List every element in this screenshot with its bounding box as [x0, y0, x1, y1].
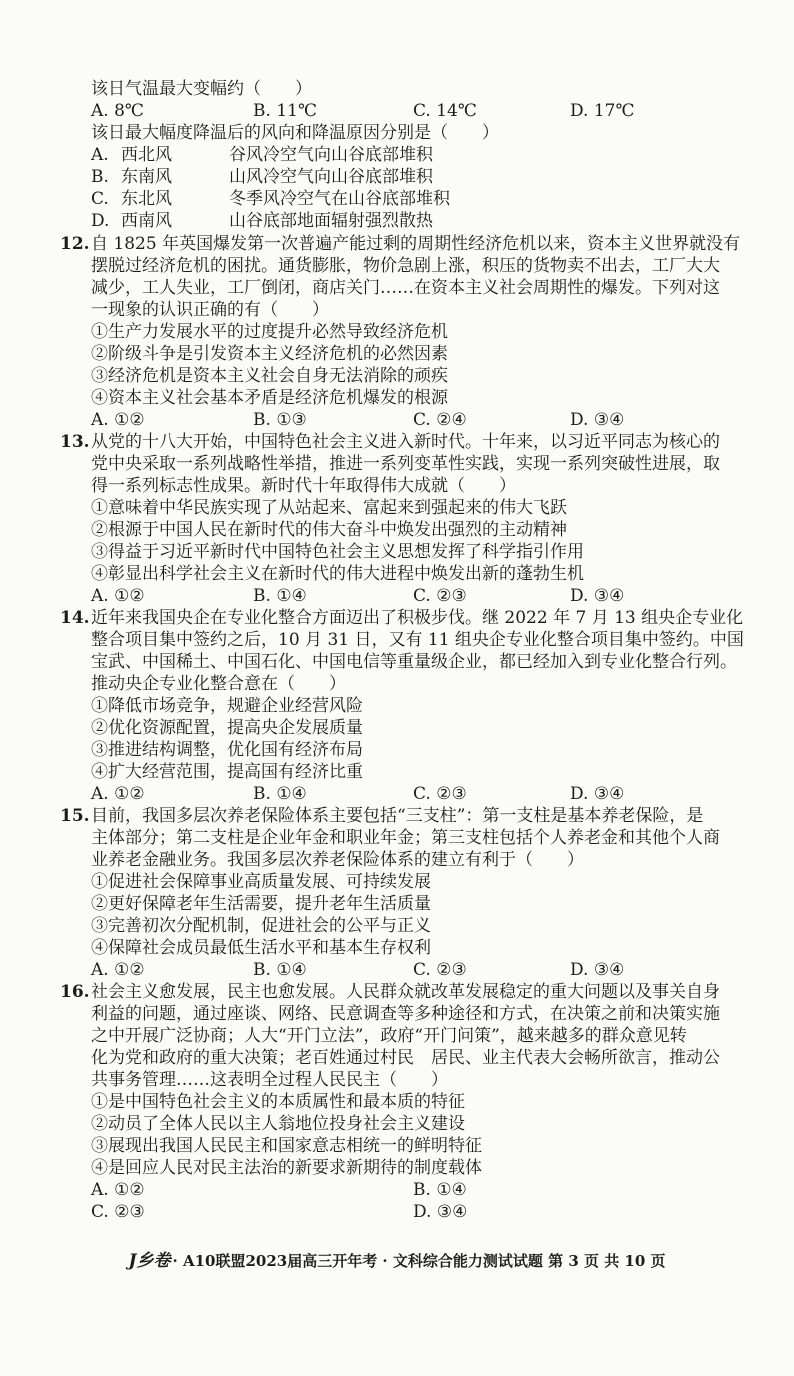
option-text: ①④ — [276, 586, 307, 606]
option-label: B. — [253, 960, 271, 980]
statement-item: ①促进社会保障事业高质量发展、可持续发展 — [91, 872, 431, 892]
question-stem-line: 之中开展广泛协商；人大“开门立法”，政府“开门问策”，越来越多的群众意见转 — [91, 1026, 687, 1046]
option-label: C. — [413, 784, 431, 804]
option-b — [253, 100, 317, 122]
question-stem-line: 得一系列标志性成果。新时代十年取得伟大成就（ ） — [91, 476, 516, 496]
option-text: ①② — [114, 784, 145, 804]
publisher-logo: J乡卷 — [128, 1251, 171, 1271]
option-text: ①② — [114, 960, 145, 980]
option-text: ①② — [114, 1180, 145, 1200]
statement-item: ①是中国特色社会主义的本质属性和最本质的特征 — [91, 1092, 465, 1112]
option-wind: 西南风 — [121, 211, 172, 231]
question-stem-line: 整合项目集中签约之后，10 月 31 日，又有 11 组央企专业化整合项目集中签约。中国 — [91, 630, 744, 650]
statement-item: ③完善初次分配机制，促进社会的公平与正义 — [91, 916, 431, 936]
statement-item: ③经济危机是资本主义社会自身无法消除的顽疾 — [91, 366, 448, 386]
statement-item: ①生产力发展水平的过度提升必然导致经济危机 — [91, 322, 448, 342]
option-a — [91, 100, 144, 122]
statement-item: ③得益于习近平新时代中国特色社会主义思想发挥了科学指引作用 — [91, 542, 584, 562]
option-text: ①② — [114, 586, 145, 606]
option-text: ③④ — [436, 1202, 468, 1222]
question-number: 14. — [60, 608, 90, 628]
option-text: ②③ — [436, 586, 467, 606]
option-label: C. — [413, 960, 431, 980]
option-d — [413, 1201, 467, 1223]
option-label: C. — [91, 189, 109, 209]
option-label: D. — [413, 1202, 432, 1222]
option-label: D. — [570, 101, 589, 121]
option-d — [570, 585, 624, 607]
option-c — [413, 585, 467, 607]
option-a — [91, 144, 433, 166]
option-text: 11℃ — [276, 101, 317, 121]
question-stem: 该日气温最大变幅约（ ） — [91, 79, 312, 99]
question-number: 16. — [60, 982, 90, 1002]
question-stem-line: 化为党和政府的重大决策；老百姓通过村民 居民、业主代表大会畅所欲言，推动公 — [91, 1048, 720, 1068]
option-b — [253, 959, 307, 981]
option-label: D. — [570, 960, 589, 980]
question-stem-line: 主体部分；第二支柱是企业年金和职业年金；第三支柱包括个人养老金和其他个人商 — [91, 828, 720, 848]
statement-item: ④是回应人民对民主法治的新要求新期待的制度载体 — [91, 1158, 482, 1178]
question-stem-line: 近年来我国央企在专业化整合方面迈出了积极步伐。继 2022 年 7 月 13 组央企专业化 — [91, 608, 744, 628]
option-reason: 山谷底部地面辐射强烈散热 — [229, 211, 433, 231]
statement-item: ①降低市场竞争，规避企业经营风险 — [91, 696, 363, 716]
option-text: ①③ — [276, 410, 307, 430]
option-label: D. — [91, 211, 110, 231]
option-wind: 西北风 — [121, 145, 172, 165]
option-b — [91, 166, 433, 188]
statement-item: ④资本主义社会基本矛盾是经济危机爆发的根源 — [91, 388, 448, 408]
option-text: ③④ — [593, 586, 625, 606]
option-label: D. — [570, 784, 589, 804]
option-label: A. — [91, 145, 109, 165]
question-number: 13. — [60, 432, 90, 452]
option-a — [91, 783, 145, 805]
option-d — [570, 959, 624, 981]
option-label: B. — [253, 101, 271, 121]
question-stem-line: 一现象的认识正确的有（ ） — [91, 300, 329, 320]
statement-item: ②更好保障老年生活需要，提升老年生活质量 — [91, 894, 431, 914]
option-label: B. — [253, 784, 271, 804]
option-b — [253, 585, 307, 607]
option-c — [413, 100, 477, 122]
option-a — [91, 959, 145, 981]
option-reason: 山风冷空气向山谷底部堆积 — [229, 167, 433, 187]
option-c — [413, 409, 467, 431]
question-stem-line: 党中央采取一系列战略性举措，推进一系列变革性实践，实现一系列突破性进展，取 — [91, 454, 720, 474]
option-label: C. — [413, 586, 431, 606]
question-stem-line: 利益的问题，通过座谈、网络、民意调查等多种途径和方式，在决策之前和决策实施 — [91, 1004, 720, 1024]
option-c — [91, 1201, 145, 1223]
option-text: ②③ — [436, 960, 467, 980]
option-c — [413, 959, 467, 981]
option-text: ②③ — [436, 784, 467, 804]
option-text: ①④ — [436, 1180, 467, 1200]
question-number: 12. — [60, 234, 90, 254]
option-text: 17℃ — [593, 101, 635, 121]
statement-item: ②根源于中国人民在新时代的伟大奋斗中焕发出强烈的主动精神 — [91, 520, 567, 540]
footer-text: · A10联盟2023届高三开年考 · 文科综合能力测试试题 第 3 页 共 10 页 — [172, 1252, 666, 1270]
option-label: B. — [413, 1180, 431, 1200]
option-label: A. — [91, 586, 109, 606]
option-label: D. — [570, 410, 589, 430]
option-reason: 冬季风冷空气在山谷底部堆积 — [229, 189, 450, 209]
question-stem-line: 减少，工人失业，工厂倒闭，商店关门……在资本主义社会周期性的爆发。下列对这 — [91, 278, 720, 298]
option-text: ③④ — [593, 410, 625, 430]
option-text: ②④ — [436, 410, 467, 430]
question-stem-line: 业养老金融业务。我国多层次养老保险体系的建立有利于（ ） — [91, 850, 584, 870]
question-stem-line: 目前，我国多层次养老保险体系主要包括“三支柱”：第一支柱是基本养老保险，是 — [91, 806, 704, 826]
option-a — [91, 585, 145, 607]
question-stem-line: 从党的十八大开始，中国特色社会主义进入新时代。十年来，以习近平同志为核心的 — [91, 432, 720, 452]
question-stem-line: 摆脱过经济危机的困扰。通货膨胀，物价急剧上涨，积压的货物卖不出去，工厂大大 — [91, 256, 720, 276]
option-label: A. — [91, 784, 109, 804]
statement-item: ①意味着中华民族实现了从站起来、富起来到强起来的伟大飞跃 — [91, 498, 567, 518]
option-c — [413, 783, 467, 805]
question-stem-line: 共事务管理……这表明全过程人民民主（ ） — [91, 1070, 448, 1090]
option-label: A. — [91, 410, 109, 430]
option-b — [413, 1179, 467, 1201]
option-text: ①② — [114, 410, 145, 430]
statement-item: ③推进结构调整，优化国有经济布局 — [91, 740, 363, 760]
option-wind: 东北风 — [121, 189, 172, 209]
option-label: C. — [413, 410, 431, 430]
option-label: A. — [91, 1180, 109, 1200]
option-a — [91, 1179, 145, 1201]
statement-item: ②动员了全体人民以主人翁地位投身社会主义建设 — [91, 1114, 465, 1134]
question-stem-line: 自 1825 年英国爆发第一次普遍产能过剩的周期性经济危机以来，资本主义世界就没有 — [91, 234, 741, 254]
option-wind: 东南风 — [121, 167, 172, 187]
option-b — [253, 409, 307, 431]
statement-item: ②优化资源配置，提高央企发展质量 — [91, 718, 363, 738]
statement-item: ④保障社会成员最低生活水平和基本生存权利 — [91, 938, 431, 958]
option-text: ③④ — [593, 960, 625, 980]
option-label: B. — [91, 167, 109, 187]
option-c — [91, 188, 450, 210]
option-label: A. — [91, 101, 109, 121]
statement-item: ④彰显出科学社会主义在新时代的伟大进程中焕发出新的蓬勃生机 — [91, 564, 584, 584]
option-d — [91, 210, 433, 232]
option-label: C. — [91, 1202, 109, 1222]
question-stem-line: 社会主义愈发展，民主也愈发展。人民群众就改革发展稳定的重大问题以及事关自身 — [91, 982, 720, 1002]
page-footer — [0, 1246, 794, 1271]
statement-item: ③展现出我国人民民主和国家意志相统一的鲜明特征 — [91, 1136, 482, 1156]
option-reason: 谷风冷空气向山谷底部堆积 — [229, 145, 433, 165]
option-label: D. — [570, 586, 589, 606]
option-text: ②③ — [114, 1202, 145, 1222]
option-label: C. — [413, 101, 431, 121]
question-stem-line: 宝武、中国稀土、中国石化、中国电信等重量级企业，都已经加入到专业化整合行列。 — [91, 652, 737, 672]
question-stem-line: 推动央企专业化整合意在（ ） — [91, 674, 346, 694]
option-text: 14℃ — [436, 101, 477, 121]
statement-item: ②阶级斗争是引发资本主义经济危机的必然因素 — [91, 344, 448, 364]
option-d — [570, 783, 624, 805]
option-label: A. — [91, 960, 109, 980]
question-number: 15. — [60, 806, 90, 826]
option-b — [253, 783, 307, 805]
option-text: ①④ — [276, 960, 307, 980]
option-a — [91, 409, 145, 431]
option-label: B. — [253, 586, 271, 606]
question-stem: 该日最大幅度降温后的风向和降温原因分别是（ ） — [91, 123, 499, 143]
option-d — [570, 409, 624, 431]
option-text: ③④ — [593, 784, 625, 804]
option-text: 8℃ — [114, 101, 144, 121]
option-label: B. — [253, 410, 271, 430]
option-d — [570, 100, 635, 122]
statement-item: ④扩大经营范围，提高国有经济比重 — [91, 762, 363, 782]
option-text: ①④ — [276, 784, 307, 804]
